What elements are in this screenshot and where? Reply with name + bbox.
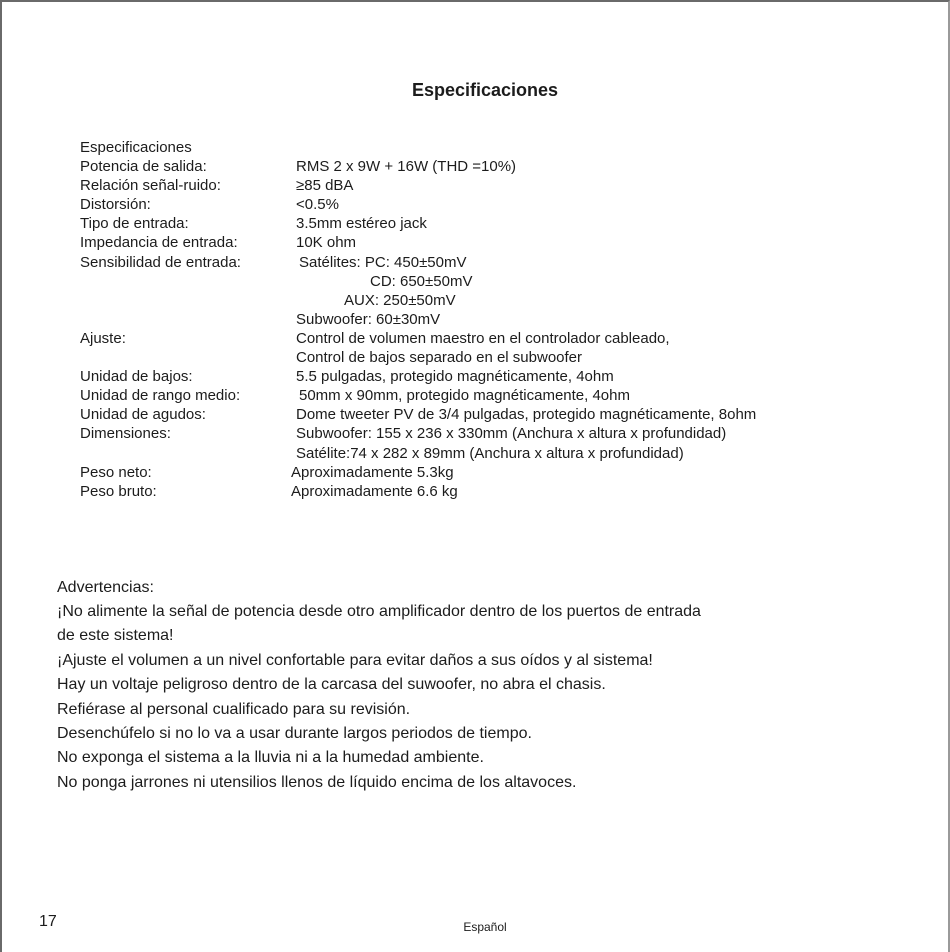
spec-row-adjustment <box>80 329 940 348</box>
spec-label: Ajuste: <box>80 329 126 347</box>
spec-value: RMS 2 x 9W + 16W (THD =10%) <box>296 158 517 176</box>
spec-label: Tipo de entrada: <box>80 215 189 233</box>
spec-row-net-weight <box>80 463 940 482</box>
warnings-heading: Advertencias: <box>57 579 154 596</box>
spec-value: 50mm x 90mm, protegido magnéticamente, 4ohm <box>299 387 630 405</box>
spec-label: Peso bruto: <box>80 482 157 500</box>
page-title: Especificaciones <box>411 80 559 100</box>
warning-line: Desenchúfelo si no lo va a usar durante largos periodos de tiempo. <box>57 724 532 742</box>
spec-label: Peso neto: <box>80 463 152 481</box>
spec-row-adjustment-cont <box>80 348 940 367</box>
spec-value: Subwoofer: 60±30mV <box>296 310 441 328</box>
spec-value: ≥85 dBA <box>296 177 354 195</box>
spec-value: 5.5 pulgadas, protegido magnéticamente, 4ohm <box>296 368 614 386</box>
spec-value: <0.5% <box>296 196 339 214</box>
spec-value: 10K ohm <box>296 234 357 252</box>
spec-value: Aproximadamente 5.3kg <box>291 463 454 481</box>
spec-row-gross-weight <box>80 482 940 501</box>
specifications-table <box>80 138 940 501</box>
spec-row-snr <box>80 176 940 195</box>
spec-value: Control de bajos separado en el subwoofer <box>296 349 583 367</box>
spec-value: Subwoofer: 155 x 236 x 330mm (Anchura x altura x profundidad) <box>296 425 727 443</box>
spec-label: Sensibilidad de entrada: <box>80 253 241 271</box>
spec-label: Relación señal-ruido: <box>80 177 221 195</box>
warning-line: ¡No alimente la señal de potencia desde otro amplificador dentro de los puertos de entrada <box>57 603 701 620</box>
warning-line: No exponga el sistema a la lluvia ni a la humedad ambiente. <box>57 749 484 767</box>
warnings-section <box>57 576 917 795</box>
spec-row-sensitivity-subwoofer <box>80 310 940 329</box>
spec-value: 3.5mm estéreo jack <box>296 215 427 233</box>
warning-line: Refiérase al personal cualificado para su revisión. <box>57 700 411 718</box>
spec-heading-label: Especificaciones <box>80 139 192 156</box>
spec-label: Potencia de salida: <box>80 158 207 176</box>
spec-row-bass-unit <box>80 367 940 386</box>
spec-label: Unidad de rango medio: <box>80 387 241 405</box>
spec-value: Dome tweeter PV de 3/4 pulgadas, protegido magnéticamente, 8ohm <box>296 406 757 424</box>
spec-value: CD: 650±50mV <box>370 272 473 290</box>
spec-value: Satélites: PC: 450±50mV <box>299 253 467 271</box>
spec-row-input-sensitivity <box>80 253 940 272</box>
spec-row-dimensions-satellite <box>80 444 940 463</box>
warning-line: ¡Ajuste el volumen a un nivel confortable para evitar daños a sus oídos y al sistema! <box>57 651 653 669</box>
spec-value: AUX: 250±50mV <box>344 291 456 309</box>
page-number: 17 <box>39 913 57 930</box>
warning-line: No ponga jarrones ni utensilios llenos de líquido encima de los altavoces. <box>57 773 577 791</box>
spec-row-input-impedance <box>80 233 940 252</box>
spec-row-dimensions <box>80 424 940 443</box>
spec-label: Distorsión: <box>80 196 151 214</box>
spec-row-input-type <box>80 214 940 233</box>
spec-row-sensitivity-cd <box>80 272 940 291</box>
spec-label: Unidad de agudos: <box>80 406 206 424</box>
spec-label: Dimensiones: <box>80 425 171 443</box>
spec-value: Control de volumen maestro en el controlador cableado, <box>296 329 670 347</box>
spec-row-midrange-unit <box>80 386 940 405</box>
specifications-heading <box>80 138 940 157</box>
spec-label: Unidad de bajos: <box>80 368 193 386</box>
spec-value: Satélite:74 x 282 x 89mm (Anchura x altura x profundidad) <box>296 444 684 462</box>
spec-row-output-power <box>80 157 940 176</box>
spec-label: Impedancia de entrada: <box>80 234 238 252</box>
spec-value: Aproximadamente 6.6 kg <box>291 482 458 500</box>
footer-language: Español <box>463 920 507 934</box>
spec-row-sensitivity-aux <box>80 291 940 310</box>
warning-line: de este sistema! <box>57 627 174 645</box>
warning-line: Hay un voltaje peligroso dentro de la carcasa del suwoofer, no abra el chasis. <box>57 676 606 694</box>
spec-row-treble-unit <box>80 405 940 424</box>
spec-row-distortion <box>80 195 940 214</box>
